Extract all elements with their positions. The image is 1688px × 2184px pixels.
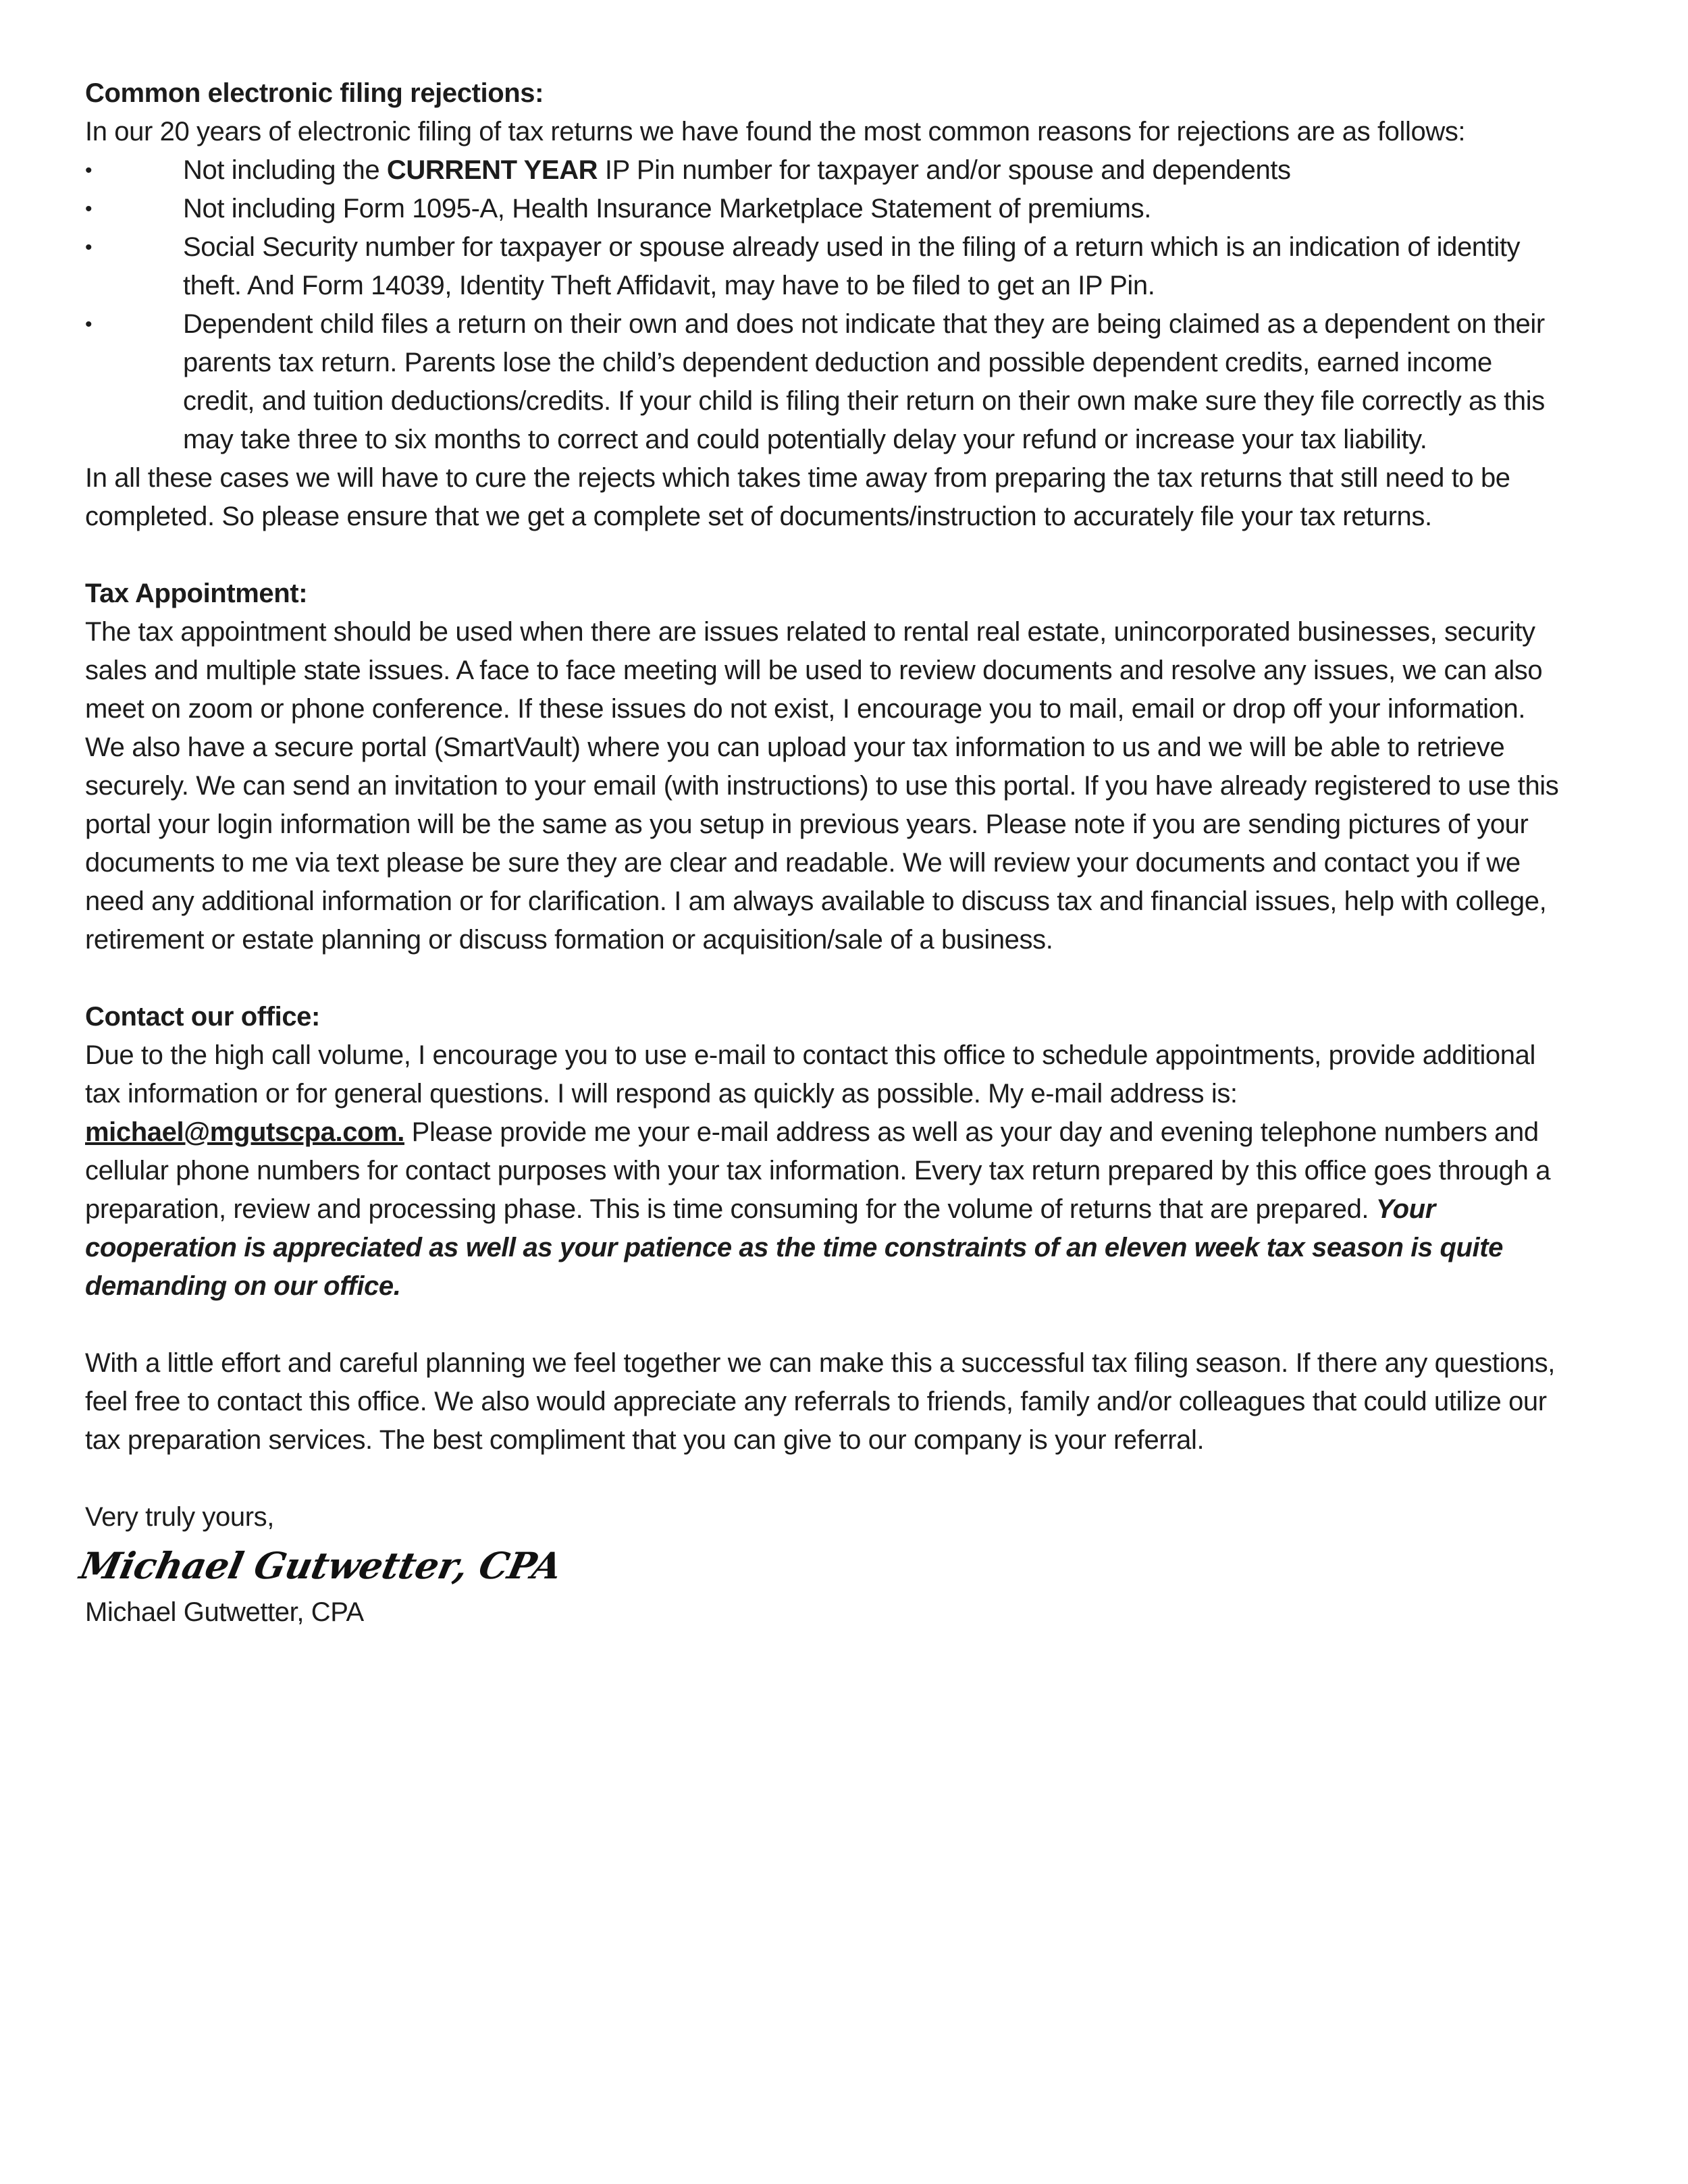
item3-text: Social Security number for taxpayer or spouse already used in the filing of a return which is an indication of identity theft. And Form 14039, Identity Theft Affidavit, may have to be filed to get an IP Pin. bbox=[183, 232, 1521, 300]
item2-text: Not including Form 1095-A, Health Insurance Marketplace Statement of premiums. bbox=[183, 194, 1151, 223]
list-item bbox=[85, 190, 1564, 228]
list-item bbox=[85, 305, 1564, 459]
rejections-heading: Common electronic filing rejections: bbox=[85, 78, 544, 108]
signature-image bbox=[76, 1539, 1564, 1593]
signature-script: Michael Gutwetter, CPA bbox=[76, 1544, 566, 1587]
bullet-icon: • bbox=[85, 159, 93, 182]
signer-name: Michael Gutwetter, CPA bbox=[85, 1597, 364, 1627]
email-link[interactable]: michael@mgutscpa.com. bbox=[85, 1117, 404, 1147]
list-item bbox=[85, 151, 1564, 190]
bullet-icon: • bbox=[85, 198, 93, 220]
closing-section bbox=[76, 1344, 1564, 1632]
appointment-body: The tax appointment should be used when there are issues related to rental real estate, unincorporated businesses, security sales and multiple state issues. A face to face meeting will be used to review documents and resolve any issues, we can also meet on zoom or phone conference. If these issues do not exist, I encourage you to mail, email or drop off your information. We also have a secure portal (SmartVault) where you can upload your tax information to us and we will be able to retrieve securely. We can send an invitation to your email (with instructions) to use this portal. If you have already registered to use this portal your login information will be the same as you setup in previous years. Please note if you are sending pictures of your documents to me via text please be sure they are clear and readable. We will review your documents and contact you if we need any additional information or for clarification. I am always available to discuss tax and financial issues, help with college, retirement or estate planning or discuss formation or acquisition/sale of a business. bbox=[85, 617, 1559, 955]
item1-bold: CURRENT YEAR bbox=[386, 155, 598, 185]
rejections-intro: In our 20 years of electronic filing of tax returns we have found the most common reasons for rejections are as follows: bbox=[85, 117, 1466, 147]
rejections-list bbox=[85, 151, 1564, 459]
salutation: Very truly yours, bbox=[85, 1502, 274, 1532]
item4-text: Dependent child files a return on their own and does not indicate that they are being claimed as a dependent on their parents tax return. Parents lose the child’s dependent deduction and possible dependent credits, earned income credit, and tuition deductions/credits. If your child is filing their return on their own make sure they file correctly as this may take three to six months to correct and could potentially delay your refund or increase your tax liability. bbox=[183, 309, 1545, 454]
contact-heading: Contact our office: bbox=[85, 1002, 320, 1032]
contact-emphasis: Your cooperation is appreciated as well as your patience as the time constraints of an eleven week tax season is quite demanding on our office. bbox=[85, 1194, 1504, 1301]
contact-body-mid: Please provide me your e-mail address as well as your day and evening telephone numbers and cellular phone numbers for contact purposes with your tax information. Every tax return prepared by this office goes through a preparation, review and processing phase. This is time consuming for the volume of returns that are prepared. bbox=[85, 1117, 1551, 1224]
appointment-section bbox=[85, 575, 1564, 959]
rejections-outro: In all these cases we will have to cure the rejects which takes time away from preparing the tax returns that still need to be completed. So please ensure that we get a complete set of documents/instruction to accurately file your tax returns. bbox=[85, 463, 1510, 531]
signature-graphic bbox=[76, 1539, 566, 1593]
letter-page bbox=[76, 74, 1564, 1632]
item1-pre: Not including the bbox=[183, 155, 387, 185]
contact-section bbox=[85, 998, 1564, 1306]
item1-post: IP Pin number for taxpayer and/or spouse and dependents bbox=[598, 155, 1291, 185]
list-item bbox=[85, 228, 1564, 305]
closing-paragraph: With a little effort and careful planning we feel together we can make this a successful tax filing season. If there any questions, feel free to contact this office. We also would appreciate any referrals to friends, family and/or colleagues that could utilize our tax preparation services. The best compliment that you can give to our company is your referral. bbox=[85, 1348, 1555, 1455]
contact-body-pre: Due to the high call volume, I encourage you to use e-mail to contact this office to schedule appointments, provide additional tax information or for general questions. I will respond as quickly as possible. My e-mail address is: bbox=[85, 1040, 1535, 1109]
bullet-icon: • bbox=[85, 313, 93, 336]
appointment-heading: Tax Appointment: bbox=[85, 579, 308, 608]
bullet-icon: • bbox=[85, 236, 93, 259]
contact-body bbox=[85, 1036, 1564, 1306]
rejections-section bbox=[85, 74, 1564, 536]
